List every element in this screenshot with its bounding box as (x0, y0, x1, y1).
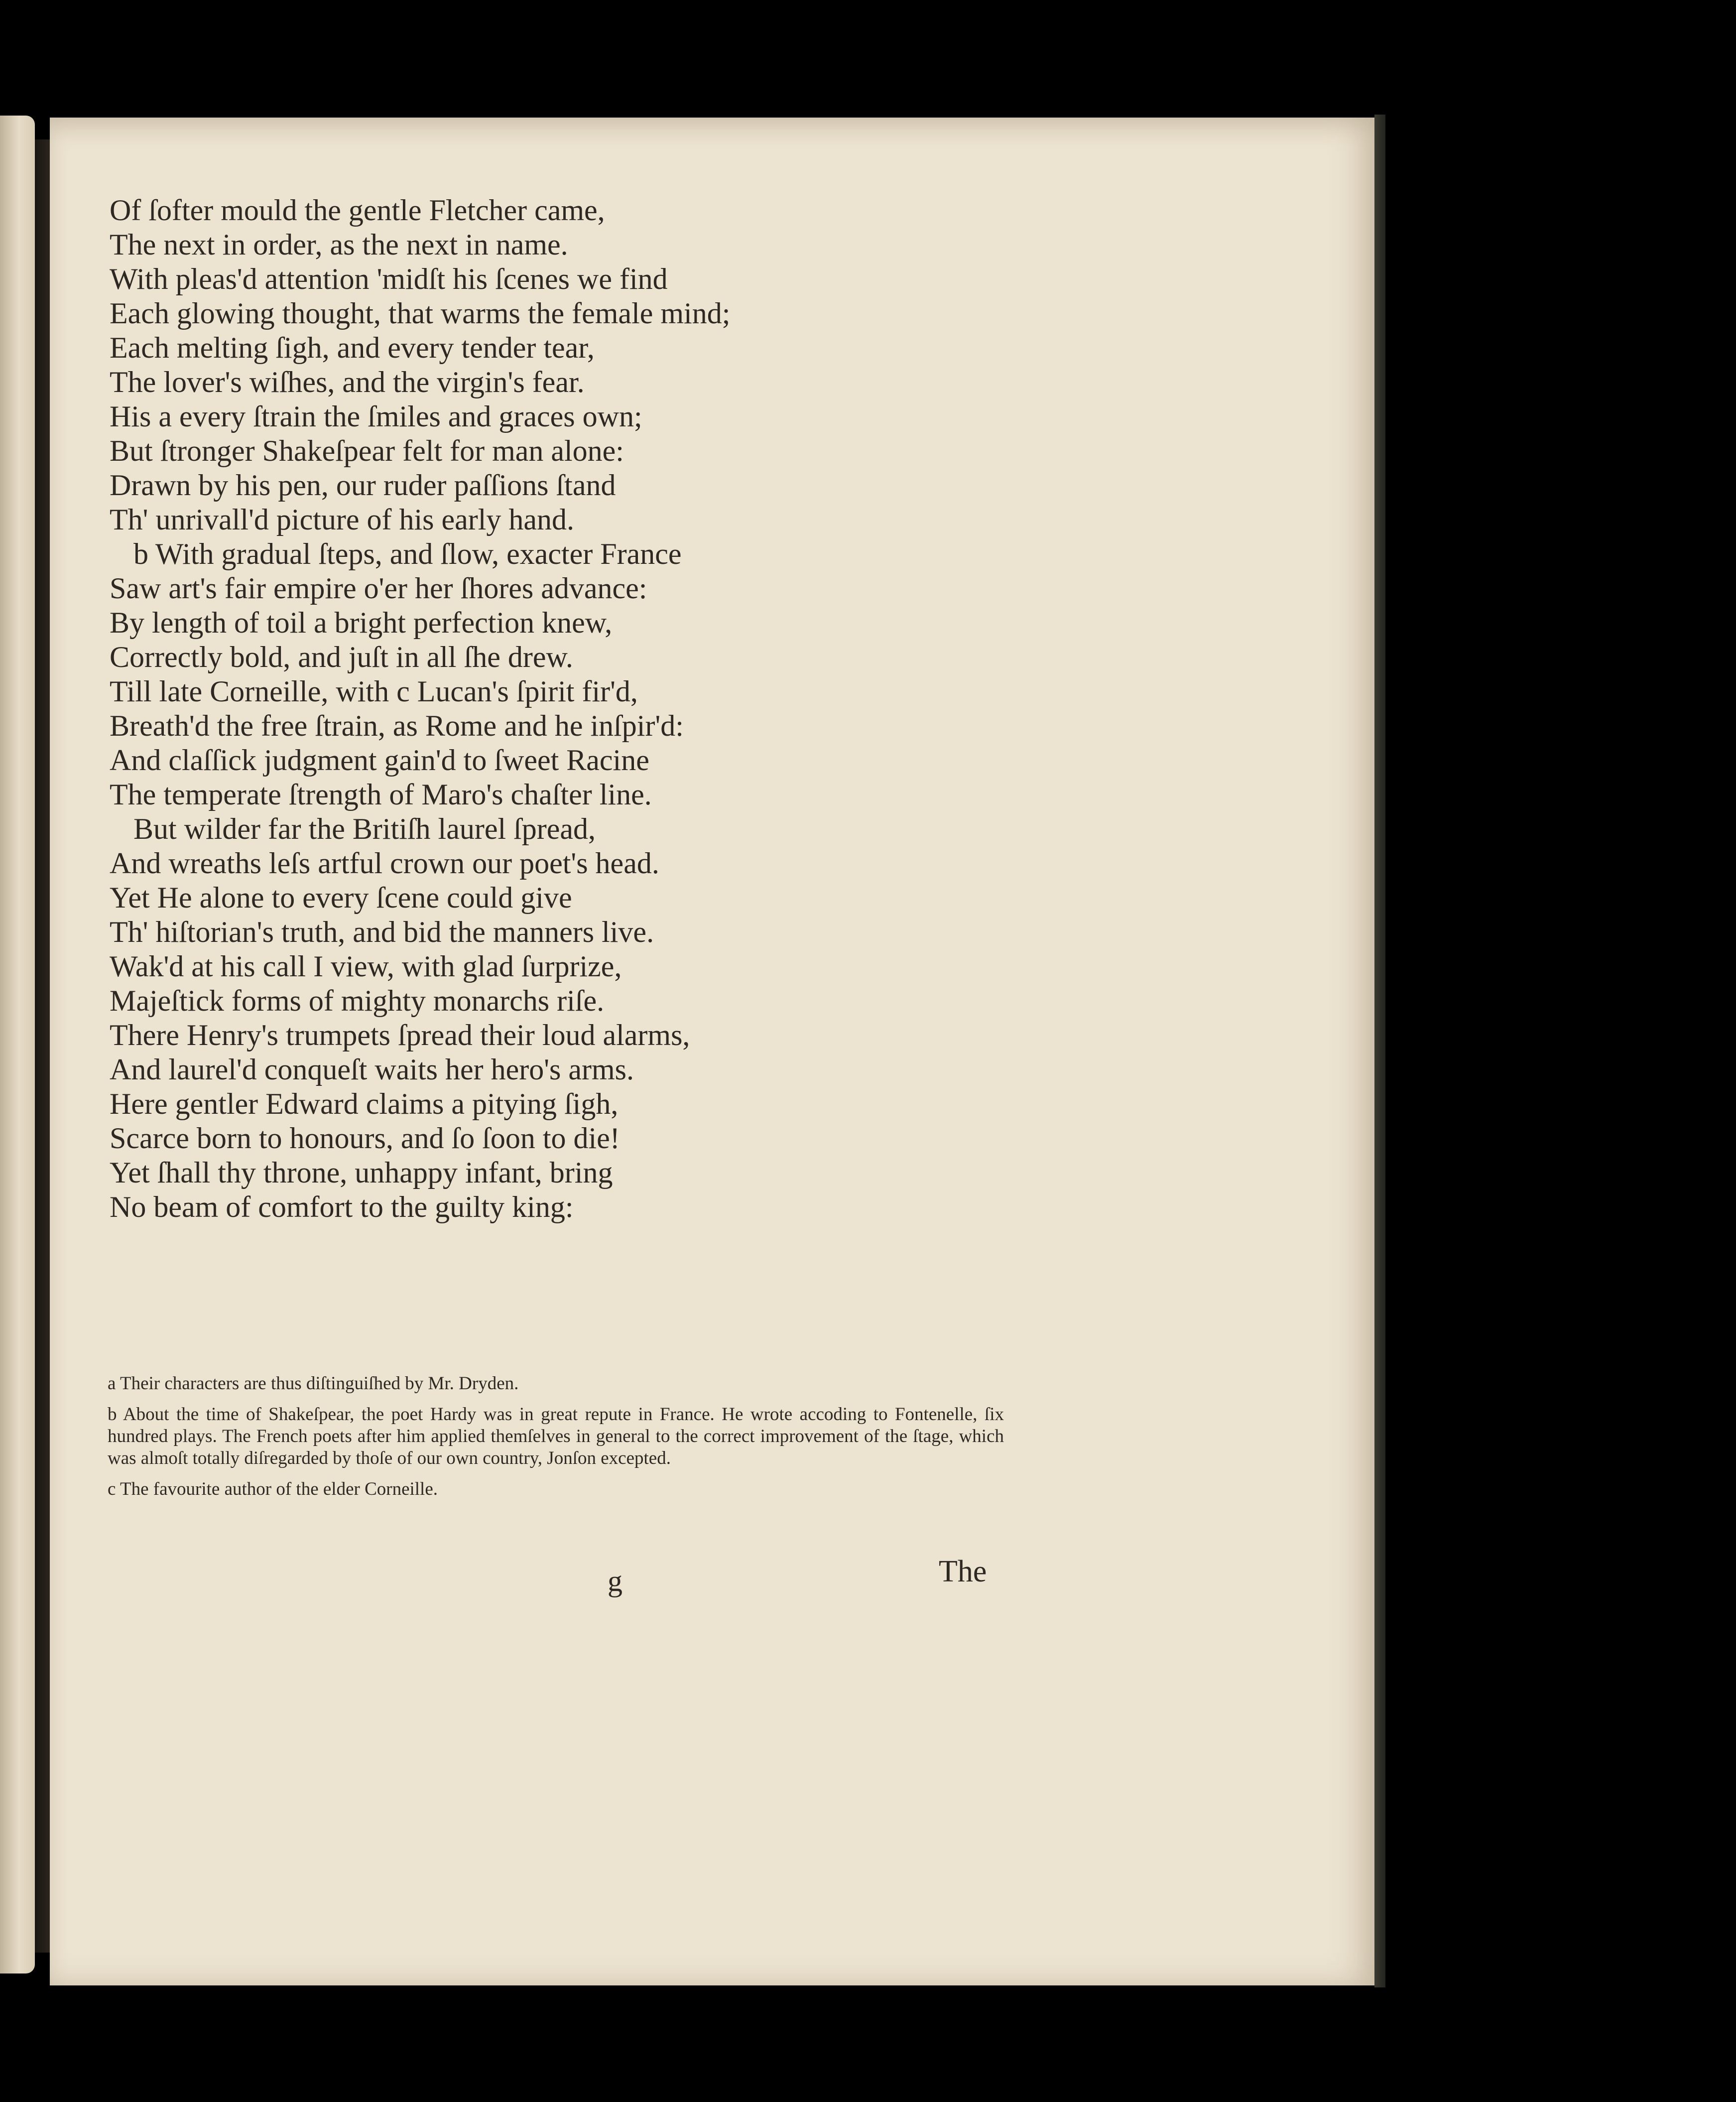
poem-text (110, 193, 906, 1224)
poem-line: Yet ſhall thy throne, unhappy infant, bring (110, 1156, 613, 1189)
poem-line: Of ſofter mould the gentle Fletcher came, (110, 194, 605, 227)
poem-line: By length of toil a bright perfection knew, (110, 606, 613, 639)
poem-line: His a every ſtrain the ſmiles and graces own; (110, 400, 642, 433)
poem-line: The lover's wiſhes, and the virgin's fear. (110, 366, 585, 398)
cover-board-edge (1374, 115, 1385, 1987)
poem-line: Each melting ſigh, and every tender tear, (110, 331, 595, 364)
poem-line: Th' hiſtorian's truth, and bid the manners live. (110, 916, 654, 948)
poem-line: Drawn by his pen, our ruder paſſions ſtand (110, 469, 616, 502)
poem-line: But wilder far the Britiſh laurel ſpread, (133, 812, 596, 845)
poem-line: Majeſtick forms of mighty monarchs riſe. (110, 984, 605, 1017)
poem-line: b With gradual ſteps, and ſlow, exacter France (133, 537, 682, 570)
poem-line: Each glowing thought, that warms the female mind; (110, 297, 731, 330)
poem-line: With pleas'd attention 'midſt his ſcenes we find (110, 263, 668, 295)
footnote-c: c The favourite author of the elder Corneille. (108, 1479, 438, 1499)
poem-line: And wreaths leſs artful crown our poet's head. (110, 847, 659, 880)
poem-line: Here gentler Edward claims a pitying ſigh, (110, 1087, 619, 1120)
poem-line: There Henry's trumpets ſpread their loud alarms, (110, 1019, 690, 1051)
poem-line: Breath'd the free ſtrain, as Rome and he inſpir'd: (110, 709, 684, 742)
footnote-b: b About the time of Shakeſpear, the poet Hardy was in great repute in France. He wrote accoding to Fontenelle, ſix hundred plays. The French poets after him applied themſelves in general to the correct improvement of the ſtage, which was almoſt totally diſregarded by thoſe of our own country, Jonſon excepted. (108, 1404, 1004, 1468)
poem-line: And claſſick judgment gain'd to ſweet Racine (110, 744, 649, 777)
footnotes (108, 1373, 1004, 1509)
poem-line: Th' unrivall'd picture of his early hand. (110, 503, 575, 536)
poem-line: Correctly bold, and juſt in all ſhe drew. (110, 641, 573, 673)
binding-gutter (35, 139, 50, 1953)
signature-mark: g (608, 1565, 622, 1597)
catchword: The (939, 1555, 987, 1588)
facing-page-edge (0, 116, 35, 1973)
poem-line: And laurel'd conqueſt waits her hero's arms. (110, 1053, 634, 1086)
footnote-a: a Their characters are thus diſtinguiſhed by Mr. Dryden. (108, 1373, 519, 1394)
poem-line: Till late Corneille, with c Lucan's ſpirit fir'd, (110, 675, 638, 708)
poem-line: Yet He alone to every ſcene could give (110, 881, 572, 914)
poem-line: But ſtronger Shakeſpear felt for man alone: (110, 434, 624, 467)
poem-line: The temperate ſtrength of Maro's chaſter line. (110, 778, 652, 811)
poem-line: The next in order, as the next in name. (110, 228, 568, 261)
poem-line: Saw art's fair empire o'er her ſhores advance: (110, 572, 647, 605)
poem-line: Scarce born to honours, and ſo ſoon to die! (110, 1122, 620, 1155)
poem-line: Wak'd at his call I view, with glad ſurprize, (110, 950, 622, 983)
poem-line: No beam of comfort to the guilty king: (110, 1190, 574, 1223)
